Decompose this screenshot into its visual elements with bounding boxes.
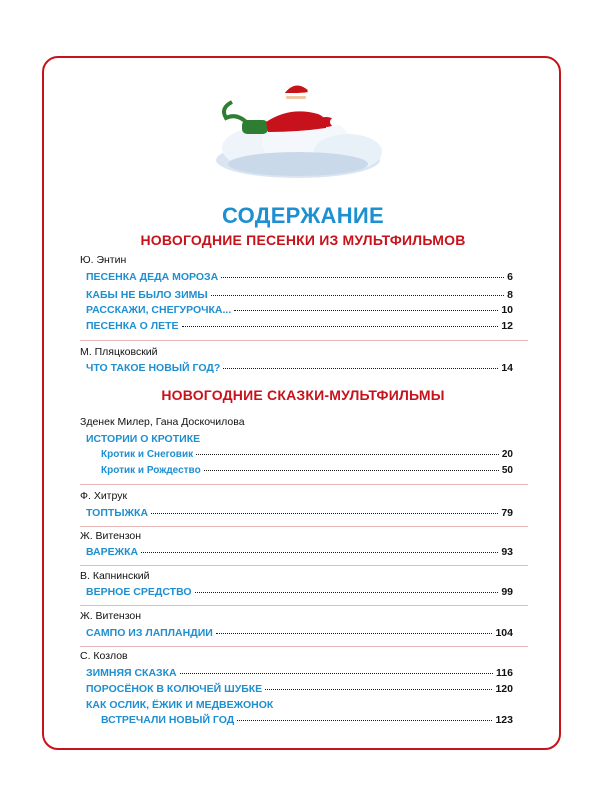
- toc-entry[interactable]: [86, 683, 513, 695]
- toc-entry-title: ВЕРНОЕ СРЕДСТВО: [86, 586, 192, 598]
- author-name: Ж. Витензон: [80, 530, 142, 542]
- toc-entry-page: 120: [495, 683, 513, 695]
- author-name: Ф. Хитрук: [80, 490, 128, 502]
- santa-on-cloud-illustration: [198, 72, 398, 192]
- toc-entry-page: 12: [501, 320, 513, 332]
- toc-entry-title: ЗИМНЯЯ СКАЗКА: [86, 667, 177, 679]
- dot-leader: [195, 592, 499, 593]
- dot-leader: [196, 454, 499, 455]
- dot-leader: [234, 310, 498, 311]
- toc-entry-title: ЧТО ТАКОЕ НОВЫЙ ГОД?: [86, 362, 221, 374]
- divider: [80, 646, 528, 647]
- toc-entry-title: РАССКАЖИ, СНЕГУРОЧКА...: [86, 304, 232, 316]
- toc-entry[interactable]: [86, 289, 513, 301]
- toc-entry[interactable]: [86, 362, 513, 374]
- toc-entry[interactable]: [86, 586, 513, 598]
- toc-entry-page: 10: [501, 304, 513, 316]
- section-title-tales: НОВОГОДНИЕ СКАЗКИ-МУЛЬТФИЛЬМЫ: [161, 387, 445, 403]
- divider: [80, 605, 528, 606]
- toc-entry[interactable]: [101, 714, 513, 726]
- dot-leader: [151, 513, 498, 514]
- dot-leader: [237, 720, 492, 721]
- toc-entry-title: ПЕСЕНКА О ЛЕТЕ: [86, 320, 179, 332]
- author-name: С. Козлов: [80, 650, 128, 662]
- toc-entry-page: 123: [495, 714, 513, 726]
- author-name: Ж. Витензон: [80, 610, 142, 622]
- toc-entry[interactable]: [101, 465, 513, 476]
- divider: [80, 526, 528, 527]
- dot-leader: [180, 673, 493, 674]
- dot-leader: [216, 633, 493, 634]
- toc-series-heading[interactable]: ИСТОРИИ О КРОТИКЕ: [86, 433, 201, 445]
- author-name: М. Пляцковский: [80, 346, 158, 358]
- toc-entry[interactable]: [86, 271, 513, 283]
- toc-entry-page: 6: [507, 271, 513, 283]
- toc-entry-page: 8: [507, 289, 513, 301]
- toc-entry[interactable]: [86, 667, 513, 679]
- author-name: В. Капнинский: [80, 570, 150, 582]
- toc-entry-page: 50: [501, 465, 513, 476]
- dot-leader: [211, 295, 504, 296]
- dot-leader: [223, 368, 498, 369]
- section-title-songs: НОВОГОДНИЕ ПЕСЕНКИ ИЗ МУЛЬТФИЛЬМОВ: [140, 232, 466, 248]
- toc-entry-page: 14: [501, 362, 513, 374]
- dot-leader: [182, 326, 499, 327]
- toc-entry-page: 104: [495, 627, 513, 639]
- dot-leader: [265, 689, 492, 690]
- dot-leader: [141, 552, 498, 553]
- toc-entry[interactable]: [86, 320, 513, 332]
- toc-entry[interactable]: [86, 546, 513, 558]
- toc-entry[interactable]: [101, 449, 513, 460]
- divider: [80, 340, 528, 341]
- toc-entry-title: САМПО ИЗ ЛАПЛАНДИИ: [86, 627, 213, 639]
- toc-entry-title: Кротик и Рождество: [101, 465, 201, 476]
- toc-entry-page: 20: [501, 449, 513, 460]
- toc-entry-title-line1[interactable]: КАК ОСЛИК, ЁЖИК И МЕДВЕЖОНОК: [86, 699, 274, 711]
- toc-entry-title: Кротик и Снеговик: [101, 449, 194, 460]
- toc-entry-title-line2: ВСТРЕЧАЛИ НОВЫЙ ГОД: [101, 714, 235, 726]
- toc-entry-title: ПОРОСЁНОК В КОЛЮЧЕЙ ШУБКЕ: [86, 683, 263, 695]
- dot-leader: [204, 470, 499, 471]
- toc-entry-page: 93: [501, 546, 513, 558]
- toc-entry-page: 116: [496, 667, 513, 679]
- toc-entry-title: ТОПТЫЖКА: [86, 507, 149, 519]
- toc-entry-title: ПЕСЕНКА ДЕДА МОРОЗА: [86, 271, 219, 283]
- toc-entry-title: ВАРЕЖКА: [86, 546, 139, 558]
- toc-entry-title: КАБЫ НЕ БЫЛО ЗИМЫ: [86, 289, 208, 301]
- divider: [80, 565, 528, 566]
- author-name: Зденек Милер, Гана Доскочилова: [80, 416, 245, 428]
- dot-leader: [221, 277, 504, 278]
- contents-title: СОДЕРЖАНИЕ: [221, 203, 385, 228]
- toc-entry[interactable]: [86, 304, 513, 316]
- toc-entry-page: 99: [501, 586, 513, 598]
- toc-entry[interactable]: [86, 627, 513, 639]
- divider: [80, 484, 528, 485]
- toc-entry[interactable]: [86, 507, 513, 519]
- author-name: Ю. Энтин: [80, 254, 127, 266]
- toc-entry-page: 79: [501, 507, 513, 519]
